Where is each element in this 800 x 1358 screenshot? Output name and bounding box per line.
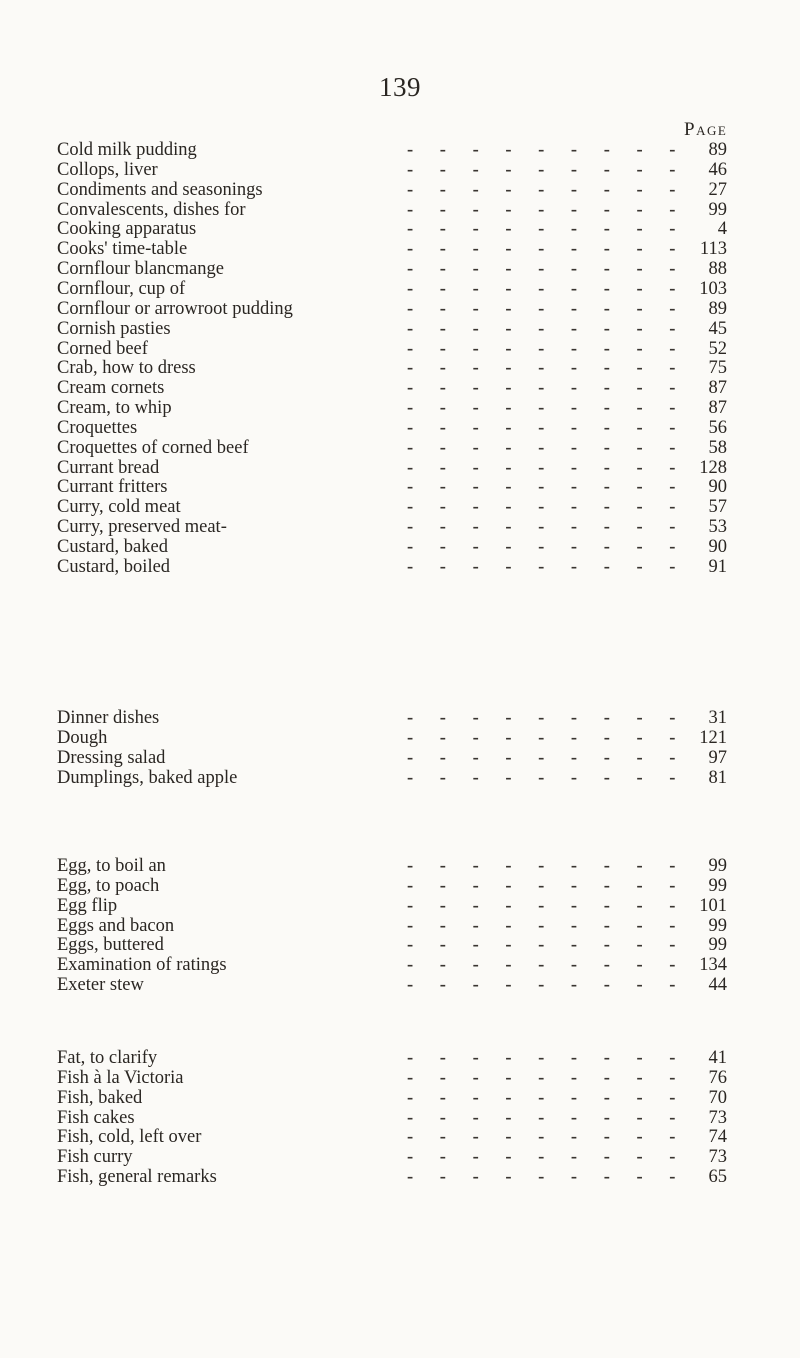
dot-leader: - - - - - - - - -: [407, 556, 687, 577]
index-entry: [57, 200, 727, 221]
entry-page-number: 113: [699, 239, 727, 260]
entry-label: Dinner dishes: [57, 708, 160, 728]
index-entry: [57, 339, 727, 360]
entry-label: Currant bread: [57, 457, 160, 478]
dot-leader: - - - - - - - - -: [407, 1167, 687, 1188]
dot-leader: - - - - - - - - -: [407, 856, 687, 876]
entry-page-number: 91: [708, 556, 727, 577]
dot-leader: - - - - - - - - -: [407, 875, 687, 896]
entry-label: Crab, how to dress: [57, 358, 196, 379]
index-entry: [57, 728, 727, 749]
dot-leader: - - - - - - - - -: [407, 417, 687, 438]
entry-label: Cornflour or arrowroot pudding: [57, 298, 293, 319]
entry-page-number: 45: [708, 318, 727, 339]
index-entry: [57, 1147, 727, 1168]
index-entry: [57, 358, 727, 379]
dot-leader: - - - - - - - - -: [407, 955, 687, 976]
index-entry: [57, 418, 727, 439]
entry-label: Croquettes of corned beef: [57, 437, 249, 458]
entry-page-number: 73: [708, 1107, 727, 1128]
dot-leader: - - - - - - - - -: [407, 1067, 687, 1088]
entry-label: Cream cornets: [57, 378, 165, 399]
index-entry: [57, 896, 727, 917]
entry-label: Eggs and bacon: [57, 915, 175, 936]
dot-leader: - - - - - - - - -: [407, 140, 687, 160]
index-entry: [57, 438, 727, 459]
entry-label: Custard, boiled: [57, 556, 171, 577]
dot-leader: - - - - - - - - -: [407, 767, 687, 788]
index-entry: [57, 1127, 727, 1148]
entry-page-number: 4: [717, 219, 727, 240]
dot-leader: - - - - - - - - -: [407, 708, 687, 728]
entry-label: Dumplings, baked apple: [57, 767, 238, 788]
index-entry: [57, 748, 727, 769]
index-entry: [57, 955, 727, 976]
entry-page-number: 103: [699, 278, 727, 299]
dot-leader: - - - - - - - - -: [407, 1087, 687, 1108]
index-entry: [57, 299, 727, 320]
dot-leader: - - - - - - - - -: [407, 537, 687, 557]
dot-leader: - - - - - - - - -: [407, 338, 687, 359]
index-entry: [57, 497, 727, 518]
dot-leader: - - - - - - - - -: [407, 159, 687, 180]
index-entry: [57, 1048, 727, 1069]
page-column-header: Page: [684, 119, 728, 140]
entry-label: Fish, cold, left over: [57, 1127, 202, 1148]
dot-leader: - - - - - - - - -: [407, 517, 687, 538]
entry-page-number: 81: [708, 767, 727, 788]
entry-page-number: 99: [708, 915, 727, 936]
entry-label: Collops, liver: [57, 159, 158, 180]
entry-page-number: 76: [708, 1067, 727, 1088]
entry-page-number: 31: [708, 708, 727, 728]
dot-leader: - - - - - - - - -: [407, 398, 687, 419]
entry-page-number: 99: [708, 935, 727, 956]
entry-page-number: 74: [708, 1127, 727, 1148]
entry-page-number: 46: [708, 159, 727, 180]
entry-label: Convalescents, dishes for: [57, 199, 246, 220]
index-entry: [57, 319, 727, 340]
index-entry: [57, 398, 727, 419]
entry-label: Croquettes: [57, 417, 138, 438]
dot-leader: - - - - - - - - -: [407, 318, 687, 339]
index-entry: [57, 378, 727, 399]
index-entry: [57, 1167, 727, 1188]
entry-page-number: 134: [699, 955, 727, 976]
entry-page-number: 52: [708, 338, 727, 359]
entry-label: Cornflour, cup of: [57, 278, 186, 299]
dot-leader: - - - - - - - - -: [407, 497, 687, 518]
entry-label: Egg, to boil an: [57, 856, 166, 876]
entry-label: Examination of ratings: [57, 955, 227, 976]
entry-label: Cooks' time-table: [57, 239, 188, 260]
index-entry: [57, 557, 727, 578]
dot-leader: - - - - - - - - -: [407, 895, 687, 916]
entry-page-number: 75: [708, 358, 727, 379]
index-entry: [57, 180, 727, 201]
index-entry: [57, 458, 727, 479]
dot-leader: - - - - - - - - -: [407, 259, 687, 280]
entry-label: Cream, to whip: [57, 398, 172, 419]
dot-leader: - - - - - - - - -: [407, 1147, 687, 1168]
entry-page-number: 70: [708, 1087, 727, 1108]
entry-page-number: 41: [708, 1048, 727, 1068]
entry-label: Fish, general remarks: [57, 1167, 217, 1188]
entry-label: Egg flip: [57, 895, 118, 916]
dot-leader: - - - - - - - - -: [407, 179, 687, 200]
entry-label: Currant fritters: [57, 477, 168, 498]
dot-leader: - - - - - - - - -: [407, 1127, 687, 1148]
dot-leader: - - - - - - - - -: [407, 298, 687, 319]
entry-page-number: 53: [708, 517, 727, 538]
entry-label: Exeter stew: [57, 975, 144, 996]
index-entry: [57, 876, 727, 897]
index-entry: [57, 708, 727, 729]
index-entry: [57, 259, 727, 280]
entry-page-number: 90: [708, 537, 727, 557]
index-entry: [57, 916, 727, 937]
entry-page-number: 73: [708, 1147, 727, 1168]
entry-label: Egg, to poach: [57, 875, 160, 896]
entry-page-number: 87: [708, 398, 727, 419]
entry-label: Curry, preserved meat-: [57, 517, 227, 538]
entry-label: Condiments and seasonings: [57, 179, 263, 200]
entry-page-number: 128: [699, 457, 727, 478]
entry-page-number: 58: [708, 437, 727, 458]
entry-page-number: 88: [708, 259, 727, 280]
dot-leader: - - - - - - - - -: [407, 239, 687, 260]
entry-label: Eggs, buttered: [57, 935, 164, 956]
entry-label: Fat, to clarify: [57, 1048, 158, 1068]
entry-label: Cornish pasties: [57, 318, 171, 339]
entry-page-number: 87: [708, 378, 727, 399]
entry-page-number: 99: [708, 199, 727, 220]
entry-label: Fish cakes: [57, 1107, 135, 1128]
entry-page-number: 89: [708, 298, 727, 319]
entry-page-number: 65: [708, 1167, 727, 1188]
entry-page-number: 121: [699, 727, 727, 748]
entry-label: Dressing salad: [57, 747, 166, 768]
dot-leader: - - - - - - - - -: [407, 457, 687, 478]
entry-page-number: 89: [708, 140, 727, 160]
index-entry: [57, 537, 727, 558]
entry-label: Custard, baked: [57, 537, 168, 557]
index-entry: [57, 160, 727, 181]
entry-page-number: 44: [708, 975, 727, 996]
entry-label: Curry, cold meat: [57, 497, 181, 518]
dot-leader: - - - - - - - - -: [407, 358, 687, 379]
entry-page-number: 101: [699, 895, 727, 916]
entry-page-number: 57: [708, 497, 727, 518]
index-entry: [57, 219, 727, 240]
entry-page-number: 27: [708, 179, 727, 200]
dot-leader: - - - - - - - - -: [407, 747, 687, 768]
entry-page-number: 90: [708, 477, 727, 498]
dot-leader: - - - - - - - - -: [407, 935, 687, 956]
index-entry: [57, 1068, 727, 1089]
dot-leader: - - - - - - - - -: [407, 437, 687, 458]
dot-leader: - - - - - - - - -: [407, 278, 687, 299]
entry-label: Fish curry: [57, 1147, 133, 1168]
dot-leader: - - - - - - - - -: [407, 477, 687, 498]
dot-leader: - - - - - - - - -: [407, 915, 687, 936]
dot-leader: - - - - - - - - -: [407, 199, 687, 220]
entry-label: Cooking apparatus: [57, 219, 197, 240]
dot-leader: - - - - - - - - -: [407, 975, 687, 996]
dot-leader: - - - - - - - - -: [407, 219, 687, 240]
index-entry: [57, 1088, 727, 1109]
entry-label: Cold milk pudding: [57, 140, 197, 160]
entry-page-number: 99: [708, 856, 727, 876]
index-entry: [57, 856, 727, 877]
entry-page-number: 99: [708, 875, 727, 896]
dot-leader: - - - - - - - - -: [407, 378, 687, 399]
entry-label: Dough: [57, 727, 108, 748]
entry-label: Corned beef: [57, 338, 148, 359]
entry-label: Fish à la Victoria: [57, 1067, 184, 1088]
index-entry: [57, 517, 727, 538]
index-entry: [57, 935, 727, 956]
entry-page-number: 56: [708, 417, 727, 438]
index-entry: [57, 239, 727, 260]
entry-label: Fish, baked: [57, 1087, 143, 1108]
entry-page-number: 97: [708, 747, 727, 768]
index-entry: [57, 477, 727, 498]
dot-leader: - - - - - - - - -: [407, 1107, 687, 1128]
index-entry: [57, 1108, 727, 1129]
dot-leader: - - - - - - - - -: [407, 1048, 687, 1068]
entry-label: Cornflour blancmange: [57, 259, 224, 280]
dot-leader: - - - - - - - - -: [407, 727, 687, 748]
index-entry: [57, 140, 727, 161]
index-entry: [57, 975, 727, 996]
index-entry: [57, 279, 727, 300]
page-number: 139: [379, 72, 421, 102]
index-entry: [57, 768, 727, 789]
